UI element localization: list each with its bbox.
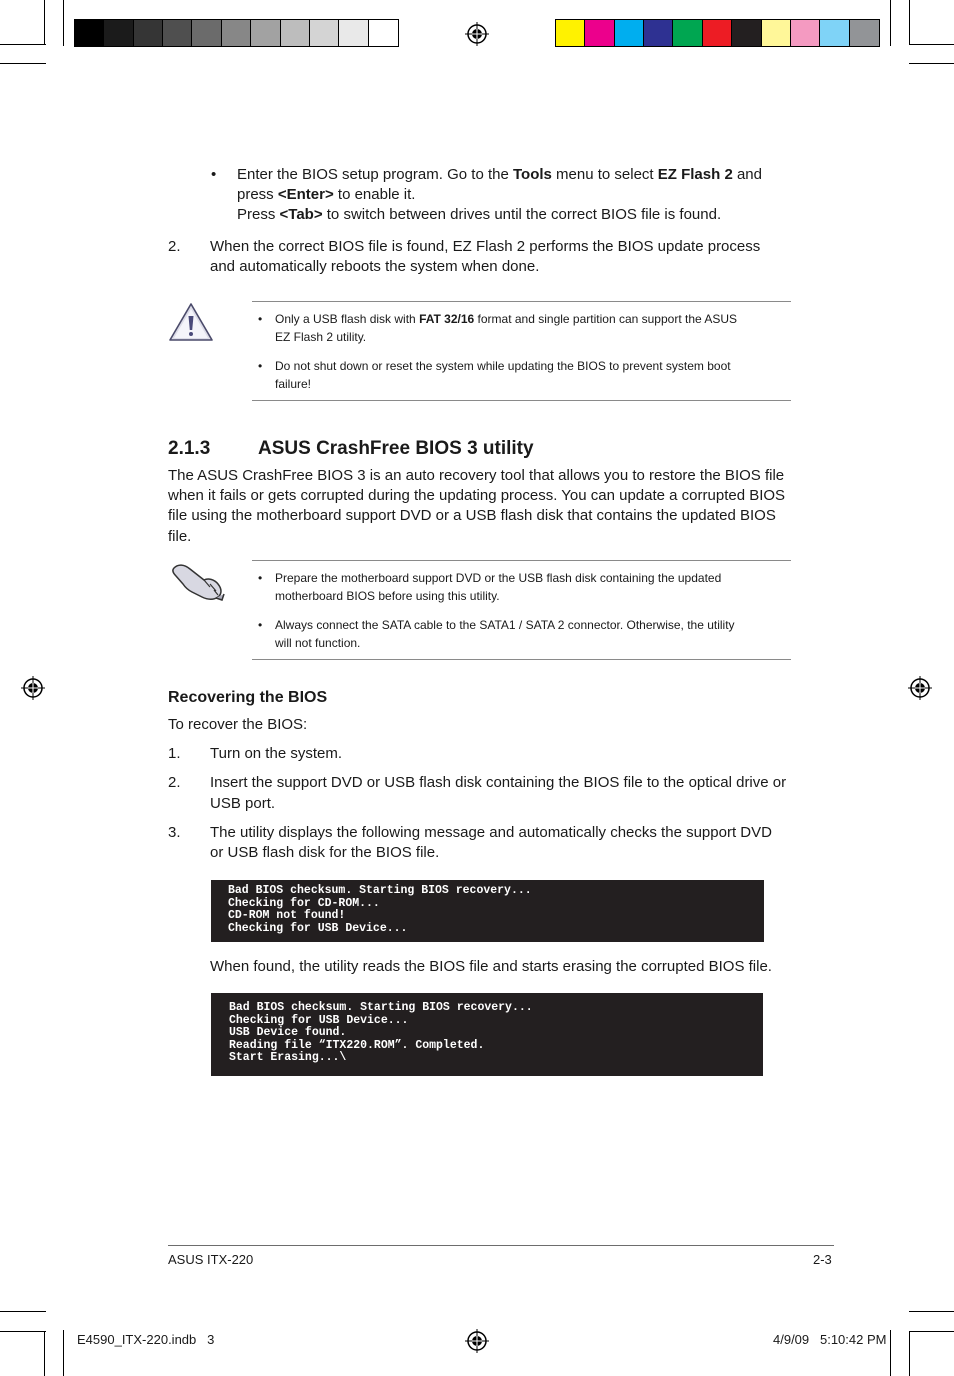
color-swatch (615, 20, 644, 46)
console-line: Checking for CD-ROM... (228, 896, 380, 910)
console-line: Reading file “ITX220.ROM”. Completed. (229, 1038, 485, 1052)
subsection-title: Recovering the BIOS (168, 689, 328, 706)
crop-mark (63, 1330, 64, 1376)
crop-mark (63, 0, 64, 46)
crop-mark (890, 1330, 891, 1376)
note-line: will not function. (275, 636, 361, 650)
color-swatch (310, 20, 339, 46)
note-divider (252, 400, 791, 401)
crop-mark (44, 0, 45, 45)
color-swatch (791, 20, 820, 46)
process-color-bar (555, 19, 880, 47)
color-swatch (339, 20, 368, 46)
bullet: • (258, 359, 263, 373)
bullet: • (258, 312, 263, 326)
color-swatch (163, 20, 192, 46)
warning-triangle-icon (168, 302, 214, 342)
step-text: Insert the support DVD or USB flash disk containing the BIOS file to the optical drive or (210, 774, 787, 791)
crop-mark (890, 0, 891, 46)
bullet: • (211, 166, 217, 183)
color-swatch (251, 20, 280, 46)
console-line: CD-ROM not found! (228, 909, 346, 923)
step-text: Turn on the system. (210, 745, 342, 762)
bullet: • (258, 618, 263, 632)
console-line: Bad BIOS checksum. Starting BIOS recovery... (228, 884, 532, 897)
console-line: Checking for USB Device... (229, 1013, 409, 1027)
footer-divider (168, 1245, 834, 1246)
note-line: failure! (275, 377, 312, 391)
crop-mark (0, 1311, 46, 1312)
note-line: Always connect the SATA cable to the SATA1 / SATA 2 connector. Otherwise, the utility (275, 618, 735, 632)
console-line: Bad BIOS checksum. Starting BIOS recovery... (229, 1001, 533, 1014)
color-swatch (585, 20, 614, 46)
body-text: When found, the utility reads the BIOS file and starts erasing the corrupted BIOS file. (210, 958, 772, 975)
color-swatch (281, 20, 310, 46)
color-swatch (850, 20, 879, 46)
step-number: 2. (168, 238, 181, 255)
step-number: 3. (168, 824, 181, 841)
color-swatch (222, 20, 251, 46)
crop-mark (0, 63, 46, 64)
note-line: Prepare the motherboard support DVD or the USB flash disk containing the updated (275, 571, 722, 585)
crop-mark (0, 1331, 46, 1332)
step-text: USB port. (210, 795, 276, 812)
crop-mark (44, 1331, 45, 1376)
paragraph-line: The ASUS CrashFree BIOS 3 is an auto recovery tool that allows you to restore the BIOS file (168, 467, 785, 484)
crop-mark (909, 1331, 954, 1332)
color-swatch (134, 20, 163, 46)
color-swatch (192, 20, 221, 46)
note-divider (252, 560, 791, 561)
step-text: and automatically reboots the system when done. (210, 258, 540, 275)
slug-datetime: 4/9/09 5:10:42 PM (773, 1332, 887, 1347)
console-line: Start Erasing...\ (229, 1051, 347, 1065)
grayscale-color-bar (74, 19, 399, 47)
registration-mark-icon (465, 1329, 489, 1353)
note-line: motherboard BIOS before using this utility. (275, 589, 500, 603)
step-text: The utility displays the following message and automatically checks the support DVD (210, 824, 772, 841)
console-output (211, 993, 763, 1076)
section-number: 2.1.3 (168, 438, 211, 459)
crop-mark (909, 44, 954, 45)
color-swatch (369, 20, 398, 46)
bullet-line: press <Enter> to enable it. (237, 186, 416, 203)
console-line: Checking for USB Device... (228, 921, 408, 935)
bullet-line: Enter the BIOS setup program. Go to the Tools menu to select EZ Flash 2 and (237, 166, 762, 183)
intro-text: To recover the BIOS: (168, 716, 308, 733)
color-swatch (703, 20, 732, 46)
crop-mark (0, 44, 46, 45)
console-output (211, 880, 764, 942)
step-number: 2. (168, 774, 181, 791)
color-swatch (75, 20, 104, 46)
color-swatch (762, 20, 791, 46)
paragraph-line: file using the motherboard support DVD or a USB flash disk that contains the updated BIOS (168, 507, 776, 524)
crop-mark (909, 0, 910, 45)
pointing-hand-icon (170, 560, 226, 602)
registration-mark-icon (908, 676, 932, 700)
step-text: or USB flash disk for the BIOS file. (210, 844, 440, 861)
bullet-line: Press <Tab> to switch between drives until the correct BIOS file is found. (237, 206, 722, 223)
color-swatch (673, 20, 702, 46)
crop-mark (909, 1331, 910, 1376)
color-swatch (556, 20, 585, 46)
page-number: 2-3 (813, 1252, 832, 1267)
crop-mark (909, 1311, 954, 1312)
paragraph-line: file. (168, 528, 192, 545)
crop-mark (909, 63, 954, 64)
paragraph-line: when it fails or gets corrupted during the updating process. You can update a corrupted BIOS (168, 487, 786, 504)
color-swatch (732, 20, 761, 46)
color-swatch (104, 20, 133, 46)
footer-product: ASUS ITX-220 (168, 1252, 254, 1267)
step-number: 1. (168, 745, 181, 762)
note-line: EZ Flash 2 utility. (275, 330, 367, 344)
section-title: ASUS CrashFree BIOS 3 utility (258, 438, 534, 459)
bullet: • (258, 571, 263, 585)
registration-mark-icon (21, 676, 45, 700)
registration-mark-icon (465, 22, 489, 46)
note-line: Only a USB flash disk with FAT 32/16 format and single partition can support the ASUS (275, 312, 738, 326)
slug-file: E4590_ITX-220.indb 3 (77, 1332, 215, 1347)
note-divider (252, 301, 791, 302)
color-swatch (644, 20, 673, 46)
step-text: When the correct BIOS file is found, EZ Flash 2 performs the BIOS update process (210, 238, 761, 255)
note-divider (252, 659, 791, 660)
console-line: USB Device found. (229, 1026, 347, 1040)
note-line: Do not shut down or reset the system while updating the BIOS to prevent system boot (275, 359, 731, 373)
color-swatch (820, 20, 849, 46)
